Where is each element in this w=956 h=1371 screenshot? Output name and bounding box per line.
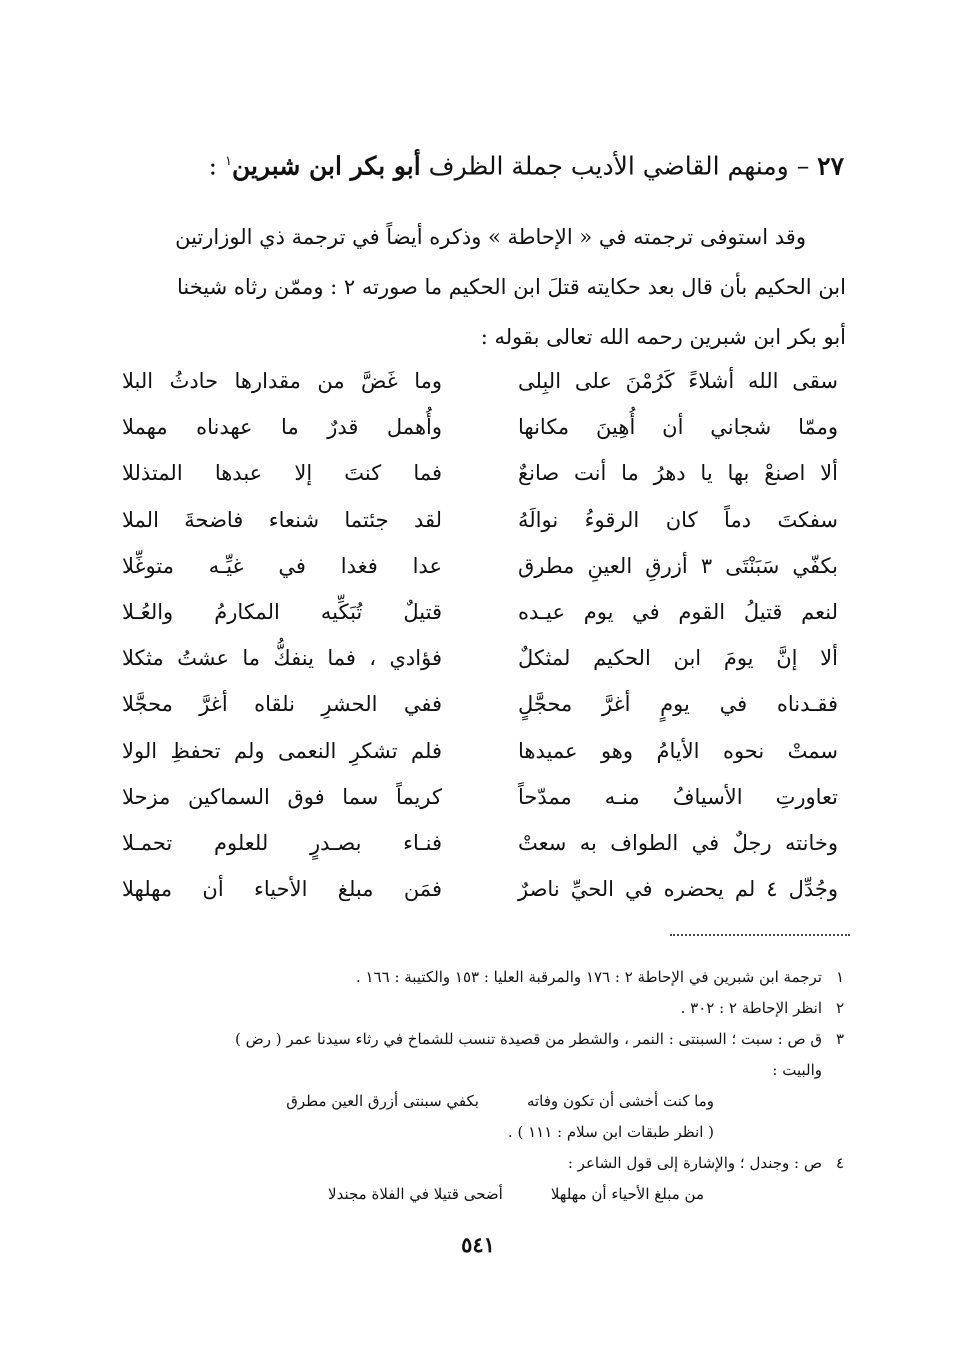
verse-second-hemistich: فما كنتَ إلا عبدها المتذللا [122,461,442,486]
poem-verse [122,866,838,912]
poem-verse [122,404,838,450]
footnote-verse-first: وما كنت أخشى أن تكون وفاته [526,1092,714,1110]
footnote-3-reference: ( انظر طبقات ابن سلام : ١١١ ) . [507,1123,714,1141]
verse-first-hemistich: وممّا شجاني أن أُهِينَ مكانها [518,415,838,440]
footnote-verse-second: أضحى قتيلا في الفلاة مجندلا [328,1185,503,1203]
verse-second-hemistich: ففي الحشرِ نلقاه أغرَّ محجَّلا [122,692,442,717]
verse-second-hemistich: وما غَضَّ من مقدارها حادثُ البلا [122,369,442,394]
page-number: ٥٤١ [461,1232,495,1257]
verse-first-hemistich: وجُدِّل ٤ لم يحضره في الحيِّ ناصرٌ [518,877,838,902]
footnote-text: ترجمة ابن شبرين في الإحاطة ٢ : ١٧٦ والمرقبة العليا : ١٥٣ والكتيبة : ١٦٦ . [355,968,822,986]
verse-first-hemistich: وخانته رجلٌ في الطواف به سعتْ [518,830,838,855]
footnote-number: ١ [835,968,844,986]
intro-line: ابن الحكيم بأن قال بعد حكايته قتلَ ابن الحكيم ما صورته ٢ : وممّن رثاه شيخنا [177,275,846,299]
footnote-number: ٤ [835,1154,844,1172]
poem-verse [122,589,838,635]
footnote-2 [114,993,844,1024]
poem-verse [122,820,838,866]
footnote-text: ق ص : سبت ؛ السبنتى : النمر ، والشطر من قصيدة تنسب للشماخ في رثاء سيدنا عمر ( رض ) [235,1030,822,1048]
verse-second-hemistich: وأُهمل قدرٌ ما عهدناه مهملا [122,415,442,440]
intro-line: وقد استوفى ترجمته في « الإحاطة » وذكره أيضاً في ترجمة ذي الوزارتين [175,225,806,249]
poem-verse [122,681,838,727]
verse-first-hemistich: بكفّي سَبَنْتَى ٣ أزرقِ العينِ مطرق [518,553,839,578]
footnote-3-verse [114,1086,844,1117]
poem-verse [122,450,838,496]
heading-footnote-marker: ١ [225,154,233,169]
entry-name: أبو بكر ابن شبرين [232,151,421,181]
verse-first-hemistich: لنعم قتيلُ القوم في يوم عيـده [518,600,838,625]
footnote-1 [114,962,844,993]
footnote-number: ٣ [835,1030,844,1048]
poem-verse [122,728,838,774]
poem-verse [122,774,838,820]
poem-verse [122,543,838,589]
verse-first-hemistich: فقـدناه في يومٍ أغرَّ محجَّلٍ [518,692,838,717]
verse-first-hemistich: تعاورتِ الأسيافُ منـه ممدّحاً [518,784,838,809]
footnote-text: ص : وجندل ؛ والإشارة إلى قول الشاعر : [567,1154,822,1172]
verse-first-hemistich: سقى الله أشلاءً كَرُمْنَ على البِلى [518,369,838,394]
verse-second-hemistich: عدا فغدا في غيِّـه متوغِّلا [122,553,442,578]
verse-second-hemistich: فمَن مبلغ الأحياء أن مهلهلا [122,877,442,902]
footnote-4 [114,1148,844,1179]
verse-second-hemistich: فؤادي ، فما ينفكُّ ما عشتُ مثكلا [122,646,442,671]
poem-verse [122,635,838,681]
verse-first-hemistich: ألا اصنعْ بها يا دهرُ ما أنت صانعٌ [518,461,838,486]
intro-line: أبو بكر ابن شبرين رحمه الله تعالى بقوله : [480,325,846,349]
poem-verse [122,358,838,404]
verse-first-hemistich: سفكتَ دماً كان الرقوءُ نوالَهُ [518,507,838,532]
intro-paragraph [146,212,846,362]
entry-dash: – [796,151,810,181]
footnote-verse-second: بكفي سبنتى أزرق العين مطرق [286,1092,479,1110]
footnote-4-verse [114,1179,844,1210]
verse-second-hemistich: كريماً سما فوق السماكين مزحلا [122,784,442,809]
footnote-number: ٢ [835,999,844,1017]
heading-colon: : [208,151,218,181]
elegy-poem [122,358,838,912]
entry-heading [144,140,844,188]
entry-heading-text: ومنهم القاضي الأديب جملة الظرف [428,151,789,181]
verse-second-hemistich: لقد جئتما شنعاء فاضحةَ الملا [122,507,442,532]
entry-number: ٢٧ [817,151,844,181]
footnotes [114,962,844,1210]
footnote-separator [670,934,850,936]
footnote-3-continued: والبيت : [772,1061,822,1079]
verse-second-hemistich: فنـاء بصـدرٍ للعلوم تحمـلا [122,830,442,855]
verse-first-hemistich: سمتْ نحوه الأيامُ وهو عميدها [518,738,838,763]
verse-first-hemistich: ألا إنَّ يومَ ابن الحكيم لمثكلٌ [518,646,838,671]
footnote-3 [114,1024,844,1055]
footnote-verse-first: من مبلغ الأحياء أن مهلهلا [550,1185,704,1203]
footnote-text: انظر الإحاطة ٢ : ٣٠٢ . [680,999,822,1017]
poem-verse [122,497,838,543]
verse-second-hemistich: فلم تشكرِ النعمى ولم تحفظِ الولا [122,738,442,763]
verse-second-hemistich: قتيلٌ تُبَكِّيه المكارمُ والعُـلا [122,600,442,625]
